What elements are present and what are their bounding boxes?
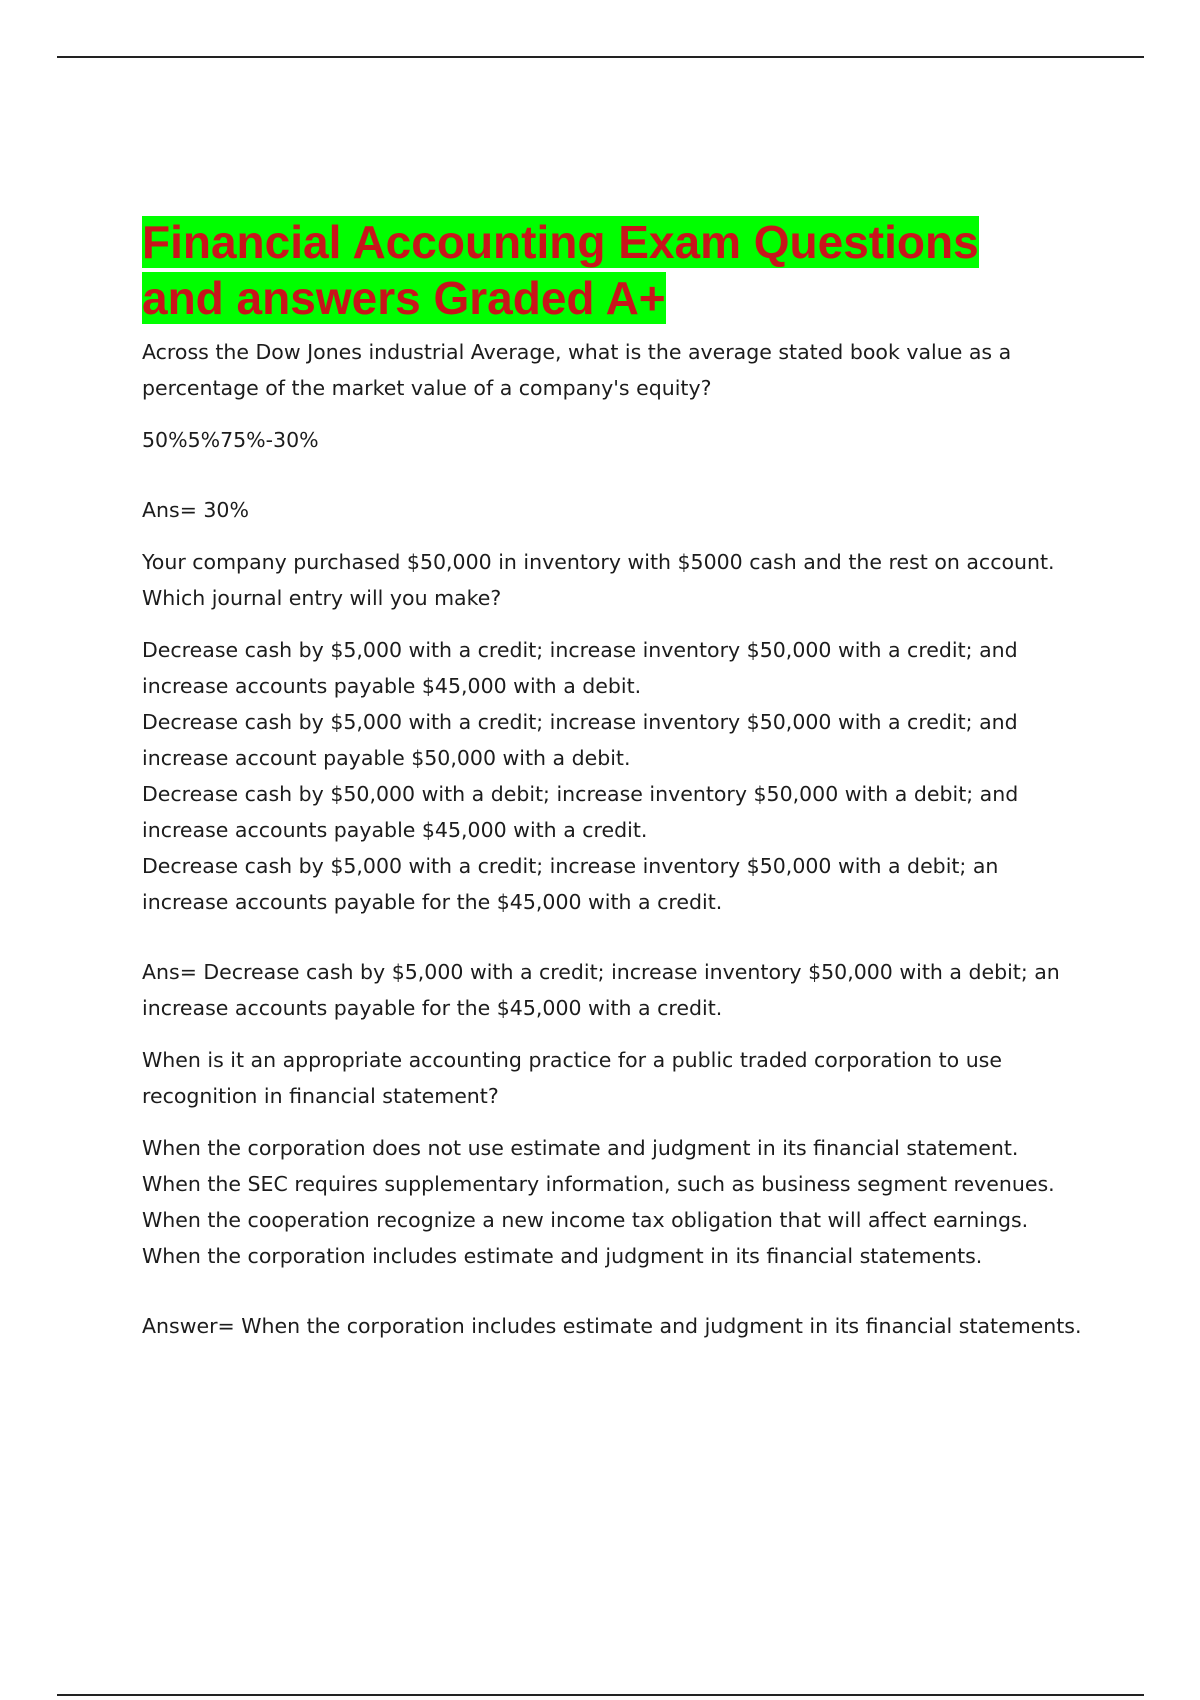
question-2-options bbox=[142, 632, 1082, 920]
question-2-option: Decrease cash by $5,000 with a credit; increase inventory $50,000 with a credit; and increase accounts payable $45,000 with a debit. bbox=[142, 638, 1018, 698]
header-rule bbox=[57, 56, 1144, 58]
question-3-text: When is it an appropriate accounting practice for a public traded corporation to use recognition in financial statement? bbox=[142, 1048, 1002, 1108]
document-body bbox=[142, 214, 1082, 1344]
question-3-option: When the SEC requires supplementary information, such as business segment revenues. bbox=[142, 1172, 1055, 1196]
question-2-option: Decrease cash by $5,000 with a credit; increase inventory $50,000 with a credit; and increase account payable $50,000 with a debit. bbox=[142, 710, 1018, 770]
title-line-2: and answers Graded A+ bbox=[142, 272, 666, 324]
question-1-options: 50%5%75%-30% bbox=[142, 428, 319, 452]
question-3-answer: Answer= When the corporation includes estimate and judgment in its financial statements. bbox=[142, 1314, 1082, 1338]
question-3-option: When the corporation does not use estimate and judgment in its financial statement. bbox=[142, 1136, 1019, 1160]
question-1-text: Across the Dow Jones industrial Average, what is the average stated book value as a percentage of the market value of a company's equity? bbox=[142, 340, 1012, 400]
footer-rule bbox=[57, 1694, 1144, 1696]
question-3-option: When the cooperation recognize a new income tax obligation that will affect earnings. bbox=[142, 1208, 1029, 1232]
document-title bbox=[142, 214, 1082, 326]
question-2-option: Decrease cash by $50,000 with a debit; increase inventory $50,000 with a debit; and increase accounts payable $45,000 with a credit. bbox=[142, 782, 1019, 842]
title-line-1: Financial Accounting Exam Questions bbox=[142, 216, 979, 268]
question-2-answer: Ans= Decrease cash by $5,000 with a credit; increase inventory $50,000 with a debit; an increase accounts payable for the $45,000 with a credit. bbox=[142, 960, 1060, 1020]
question-2-text: Your company purchased $50,000 in inventory with $5000 cash and the rest on account. Which journal entry will you make? bbox=[142, 550, 1055, 610]
question-3-option: When the corporation includes estimate and judgment in its financial statements. bbox=[142, 1244, 983, 1268]
question-2-option: Decrease cash by $5,000 with a credit; increase inventory $50,000 with a debit; an increase accounts payable for the $45,000 with a credit. bbox=[142, 854, 999, 914]
question-3-options bbox=[142, 1130, 1082, 1274]
question-1-answer: Ans= 30% bbox=[142, 498, 249, 522]
